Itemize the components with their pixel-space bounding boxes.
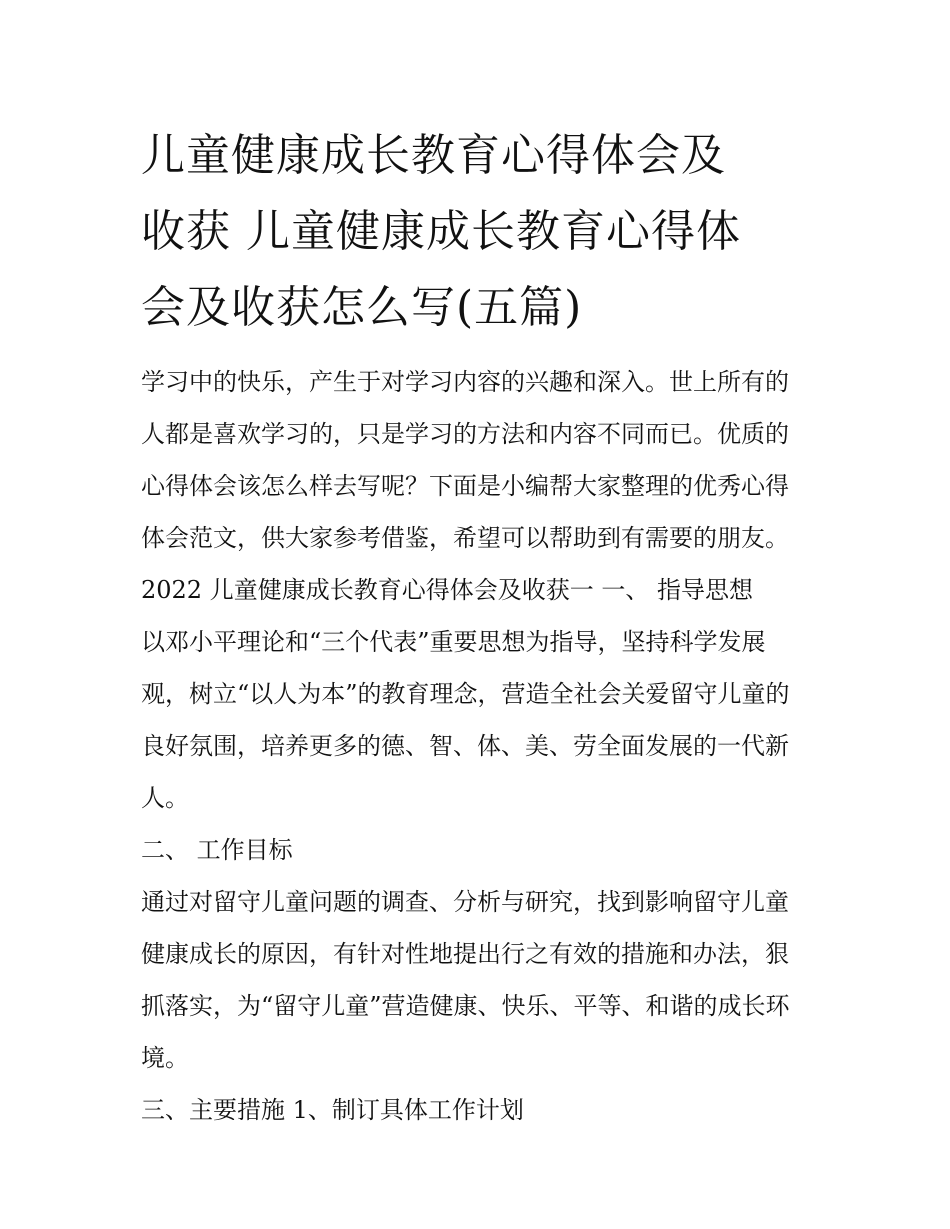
text-line: 学习中的快乐，产生于对学习内容的兴趣和深入。世上所有的 [141, 368, 789, 396]
guiding-ideology-paragraph [141, 616, 816, 824]
text-line: 体会范文，供大家参考借鉴，希望可以帮助到有需要的朋友。 [141, 524, 789, 552]
section-heading-main-measures [141, 1084, 816, 1136]
document-body [141, 356, 816, 1136]
intro-paragraph [141, 356, 816, 564]
work-goals-paragraph [141, 876, 816, 1084]
text-line: 心得体会该怎么样去写呢？下面是小编帮大家整理的优秀心得 [141, 472, 789, 500]
title-line: 会及收获怎么写(五篇) [141, 282, 583, 333]
document-content [141, 118, 816, 1136]
title-line: 收获 儿童健康成长教育心得体 [141, 206, 741, 257]
text-line: 2022 儿童健康成长教育心得体会及收获一 一、 指导思想 [141, 576, 753, 604]
text-line: 健康成长的原因，有针对性地提出行之有效的措施和办法，狠 [141, 940, 789, 968]
text-line: 三、主要措施 1、制订具体工作计划 [141, 1096, 524, 1124]
text-line: 以邓小平理论和“三个代表”重要思想为指导，坚持科学发展 [141, 628, 766, 656]
text-line: 人都是喜欢学习的，只是学习的方法和内容不同而已。优质的 [141, 420, 789, 448]
text-line: 良好氛围，培养更多的德、智、体、美、劳全面发展的一代新 [141, 732, 789, 760]
text-line: 抓落实，为“留守儿童”营造健康、快乐、平等、和谐的成长环 [141, 992, 790, 1020]
text-line: 观，树立“以人为本”的教育理念，营造全社会关爱留守儿童的 [141, 680, 790, 708]
section-heading-work-goals [141, 824, 816, 876]
text-line: 通过对留守儿童问题的调查、分析与研究，找到影响留守儿童 [141, 888, 789, 916]
section-heading-guiding-ideology [141, 564, 816, 616]
document-title [141, 118, 816, 346]
text-line: 境。 [141, 1044, 189, 1072]
text-line: 二、 工作目标 [141, 836, 293, 864]
text-line: 人。 [141, 784, 189, 812]
title-line: 儿童健康成长教育心得体会及 [141, 130, 726, 181]
